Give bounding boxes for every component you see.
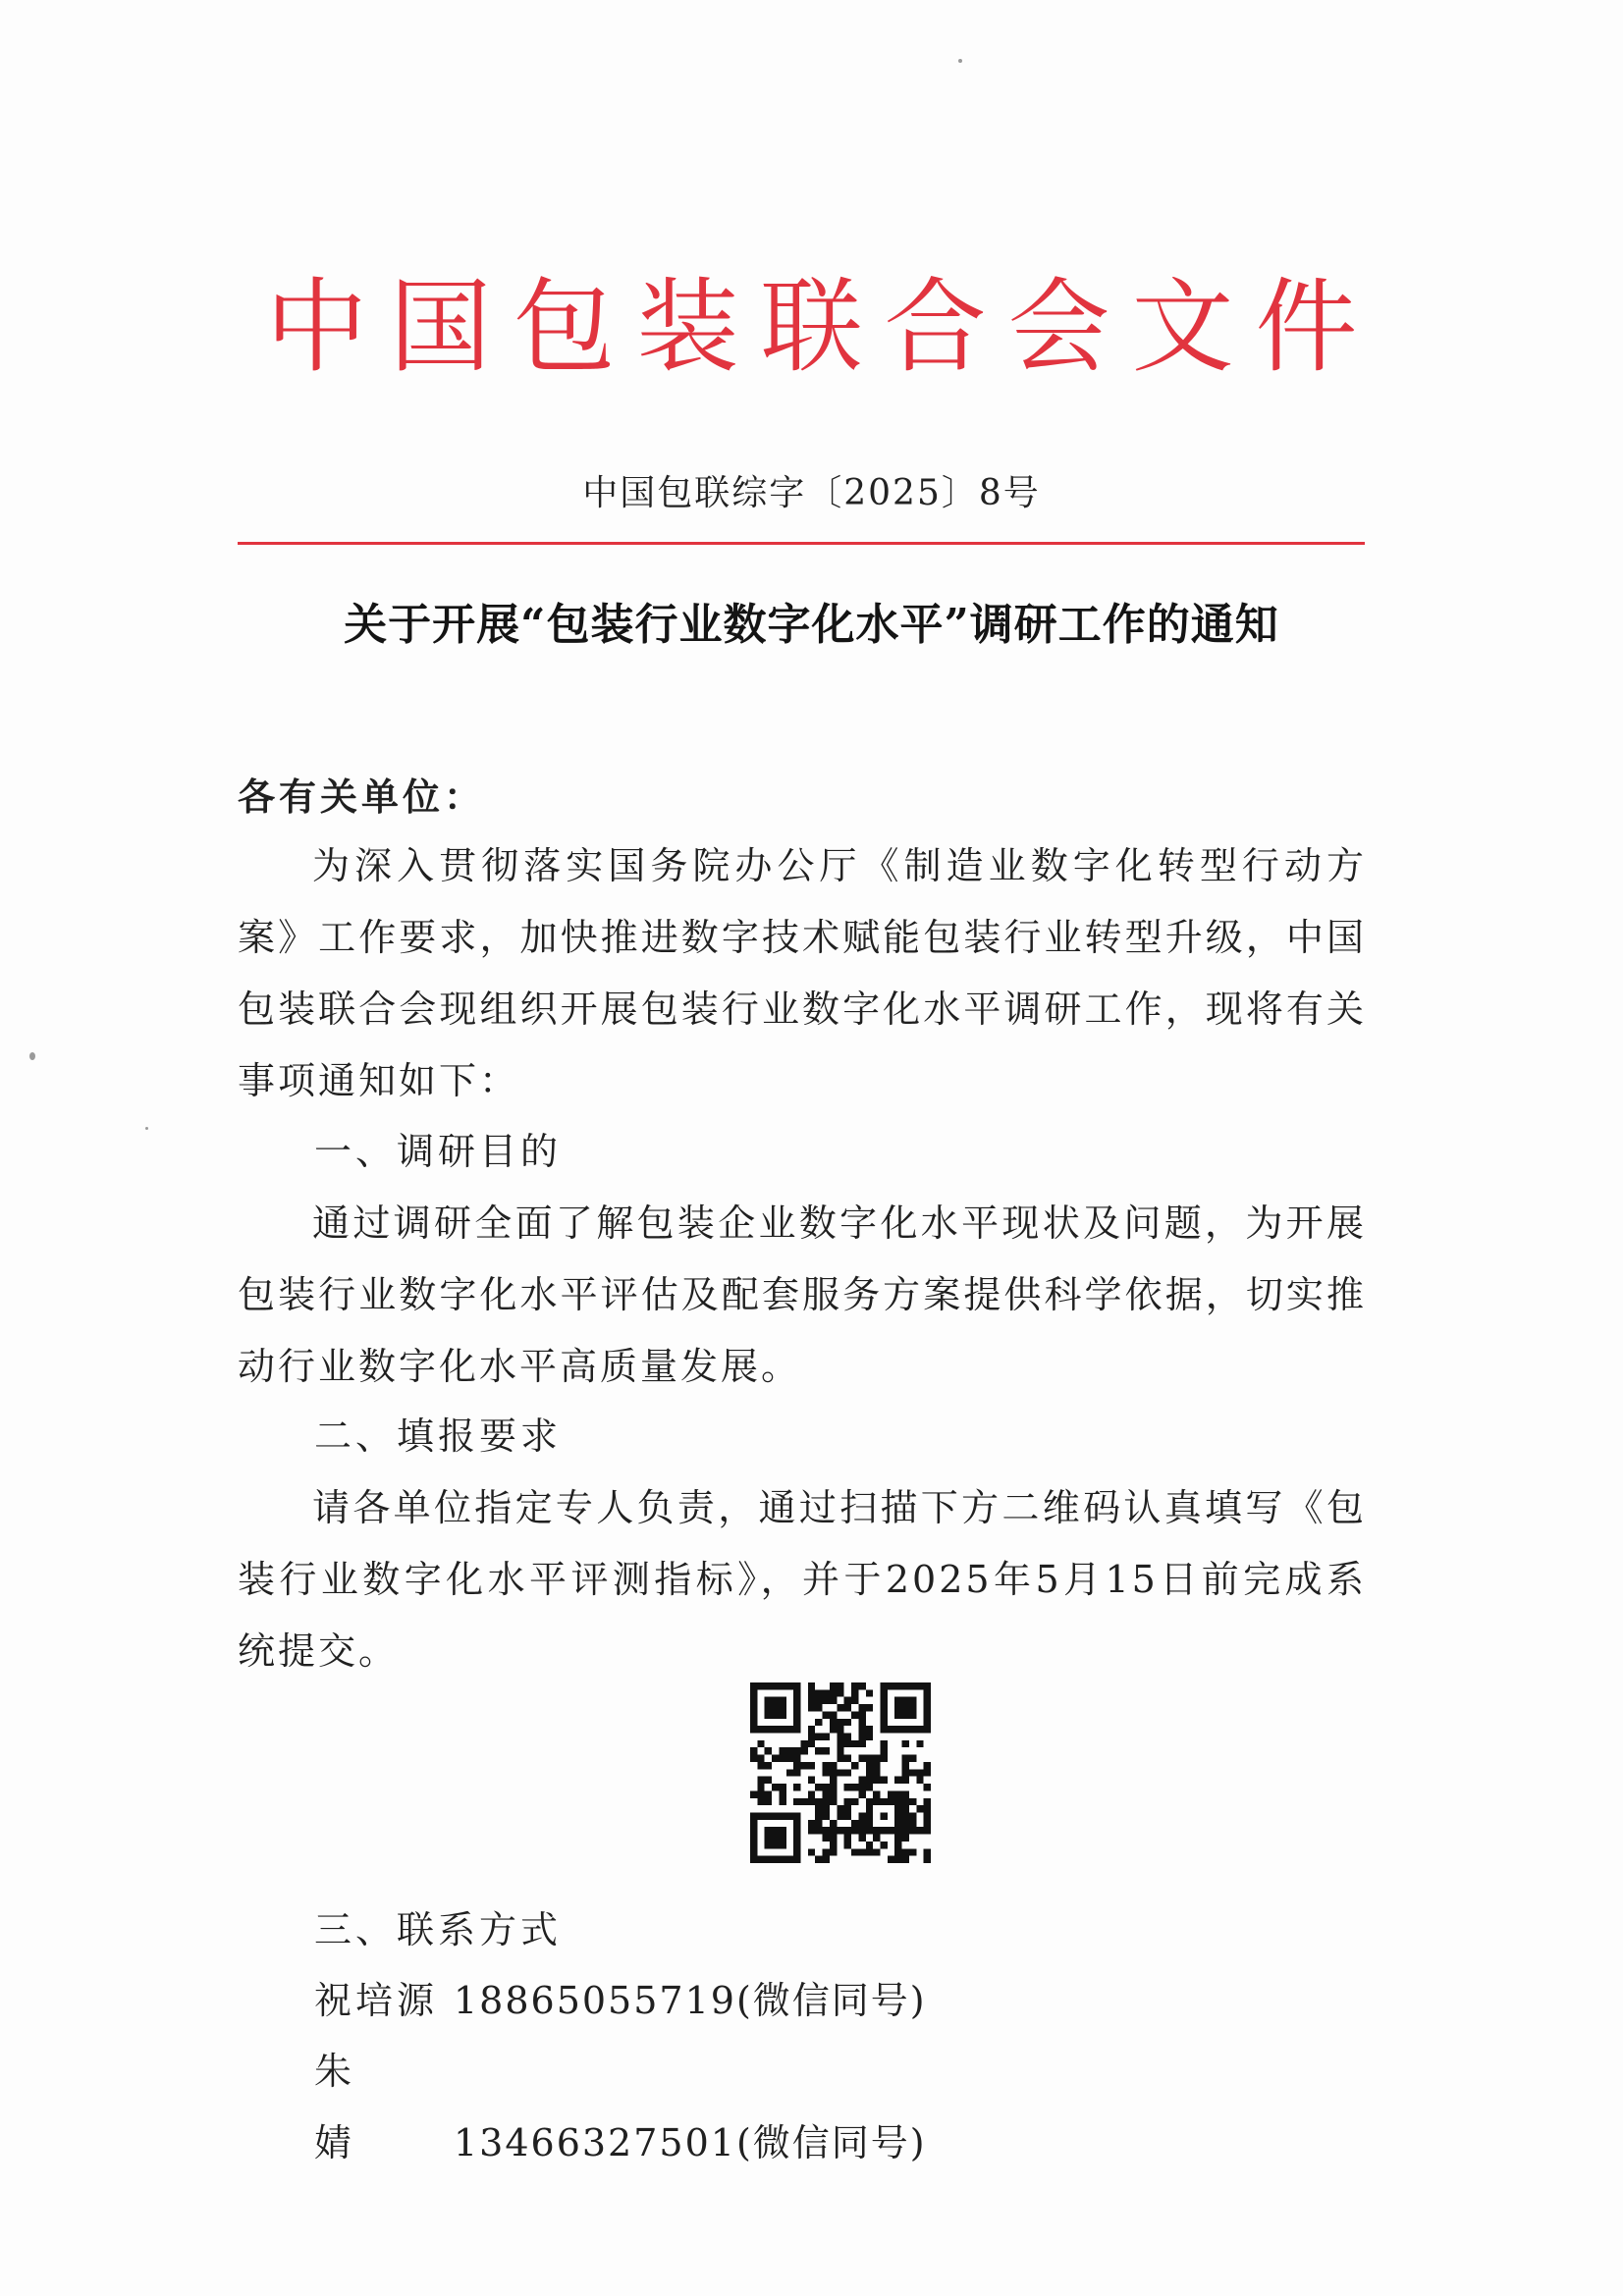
- contact-phone: 18865055719(微信同号): [454, 1979, 927, 2022]
- contact-phone: 13466327501(微信同号): [454, 2121, 927, 2164]
- notice-title: 关于开展“包装行业数字化水平”调研工作的通知: [344, 600, 1279, 650]
- section-heading-purpose: 一、调研目的: [314, 1130, 563, 1173]
- intro-paragraph: 为深入贯彻落实国务院办公厅《制造业数字化转型行动方案》工作要求，加快推进数字技术赋能包装行业转型升级，中国包装联合会现组织开展包装行业数字化水平调研工作，现将有关事项通知如下：: [238, 844, 1367, 1102]
- document-header-title: 中国包装联合会文件: [265, 267, 1380, 387]
- scan-speck: [958, 59, 962, 63]
- section-heading-contact: 三、联系方式: [314, 1908, 563, 1951]
- contact-name: 朱婧: [314, 2050, 396, 2164]
- document-number: 中国包联综字〔2025〕8号: [582, 473, 1041, 513]
- section-text-purpose: 通过调研全面了解包装企业数字化水平现状及问题，为开展包装行业数字化水平评估及配套服务方案提供科学依据，切实推动行业数字化水平高质量发展。: [238, 1201, 1367, 1388]
- section-text-requirements: 请各单位指定专人负责，通过扫描下方二维码认真填写《包装行业数字化水平评测指标》，并于2025年5月15日前完成系统提交。: [238, 1486, 1367, 1673]
- scan-speck: [29, 1052, 35, 1060]
- scan-speck: [145, 1127, 148, 1130]
- qr-code-icon[interactable]: [750, 1682, 931, 1863]
- red-divider: [238, 542, 1365, 545]
- contact-row: [314, 1965, 927, 2037]
- salutation: 各有关单位：: [238, 774, 486, 819]
- contact-row: [314, 2036, 927, 2179]
- contact-name: 祝培源: [314, 1979, 439, 2022]
- section-heading-requirements: 二、填报要求: [314, 1415, 563, 1458]
